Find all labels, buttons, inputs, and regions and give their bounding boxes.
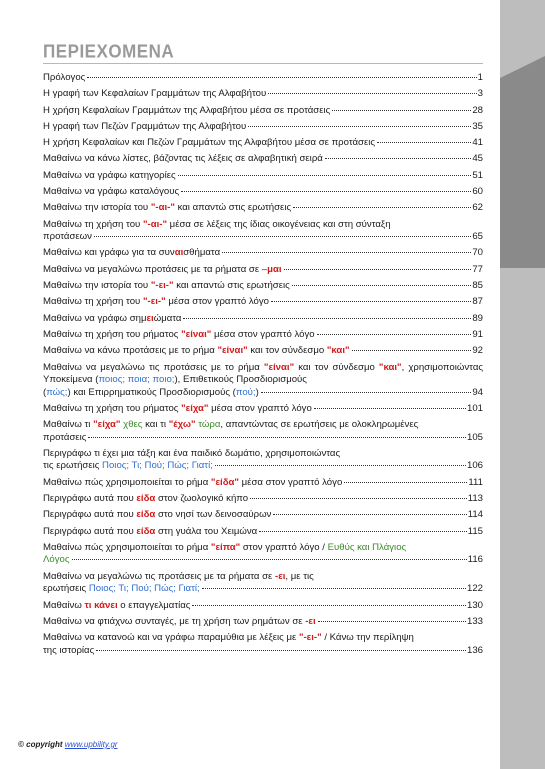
toc-text-segment: Μαθαίνω να κατανοώ και να γράφω παραμύθια με λέξεις με (43, 632, 299, 644)
toc-title (43, 313, 181, 326)
toc-page-number: 94 (472, 386, 483, 398)
toc-text-segment: Η γραφή των Κεφαλαίων Γραμμάτων της Αλφαβήτου (43, 88, 267, 100)
toc-text-segment: Πρόλογος (43, 72, 86, 83)
title-divider (43, 63, 483, 64)
toc-page-number: 113 (467, 493, 483, 505)
toc-title (43, 616, 316, 629)
toc-text-segment: Περιγράφω τι έχει μια τάξη και ένα παιδικό δωμάτιο, χρησιμοποιώντας (43, 447, 341, 459)
toc-entry[interactable] (43, 477, 483, 490)
toc-row (43, 329, 483, 342)
toc-text-segment: και απαντώ στις ερωτήσεις (174, 202, 292, 214)
toc-entry[interactable] (43, 403, 483, 416)
dot-leader (222, 252, 471, 253)
toc-text-segment: Μαθαίνω και γράφω για τα συν (43, 247, 175, 259)
dot-leader (352, 350, 472, 351)
toc-text-segment: στον ζωολογικό κήπο (155, 493, 249, 505)
toc-page-number: 70 (472, 247, 483, 259)
toc-page-number: 133 (466, 615, 483, 627)
toc-text-segment: προτάσεων (43, 231, 92, 243)
toc-row (43, 105, 483, 118)
toc-text-segment: Ευθύς και Πλάγιος (327, 541, 407, 553)
toc-title (43, 329, 315, 342)
toc-text-segment: χθες (123, 419, 143, 431)
toc-title (43, 296, 269, 309)
toc-title (43, 509, 271, 522)
toc-text-segment: Περιγράφω αυτά που (43, 525, 137, 537)
toc-page-number: 85 (472, 280, 483, 292)
toc-title-last-line (43, 554, 483, 567)
toc-page-number: 62 (472, 202, 483, 214)
toc-text-segment: "-αι-" (150, 202, 175, 214)
toc-title (43, 493, 248, 506)
toc-text-segment: Μαθαίνω να γράφω κατηγορίες (43, 169, 176, 181)
toc-title-last-line (43, 432, 483, 445)
toc-entry[interactable] (43, 509, 483, 522)
toc-text-segment: , χρησιμοποιώντας Υποκείμενα ( (43, 361, 483, 386)
toc-title-last-line (43, 460, 483, 473)
toc-text-segment: Μαθαίνω να γράφω σημ (43, 312, 147, 324)
toc-entry[interactable] (43, 247, 483, 260)
toc-text-segment: μαι (267, 263, 282, 275)
toc-entry[interactable] (43, 170, 483, 183)
toc-text-segment: είδα (136, 493, 156, 505)
dot-leader (314, 408, 466, 409)
dot-leader (178, 175, 472, 176)
toc-row (43, 403, 483, 416)
toc-page-number: 65 (472, 231, 483, 243)
toc-text-segment: "και" (378, 361, 402, 373)
toc-row (43, 477, 483, 490)
toc-page-number: 122 (466, 583, 483, 595)
dot-leader (192, 605, 466, 606)
toc-text-segment: Μαθαίνω να μεγαλώνω προτάσεις με τα ρήματα σε – (43, 263, 268, 275)
dot-leader (332, 110, 471, 111)
dot-leader (202, 588, 466, 589)
toc-row (43, 186, 483, 199)
toc-entry[interactable] (43, 493, 483, 506)
dot-leader (318, 621, 466, 622)
toc-text-segment: Μαθαίνω να μεγαλώνω τις προτάσεις με το ρήμα (43, 361, 264, 373)
toc-text-segment: Μαθαίνω να κάνω λίστες, βάζοντας τις λέξεις σε αλφαβητική σειρά (43, 153, 323, 165)
toc-row (43, 88, 483, 101)
toc-row (43, 280, 483, 293)
toc-text-segment: Μαθαίνω τη χρήση του ρήματος (43, 402, 182, 414)
toc-entry[interactable] (43, 313, 483, 326)
toc-title (43, 403, 312, 416)
toc-title (43, 448, 483, 461)
toc-title (43, 571, 483, 584)
toc-page-number: 60 (472, 186, 483, 198)
dot-leader (325, 158, 472, 159)
toc-page-number: 106 (466, 460, 483, 472)
toc-text-segment: αι (174, 247, 184, 259)
toc-text-segment: Μαθαίνω πώς χρησιμοποιείται το ρήμα (43, 541, 211, 553)
toc-row (43, 509, 483, 522)
toc-entry[interactable] (43, 137, 483, 150)
toc-text-segment: Ποιος; Τι; Πού; Πώς; Γιατί; (88, 583, 200, 595)
toc-text-segment: μέσα στον γραπτό λόγο (211, 328, 315, 340)
toc-title (43, 121, 246, 134)
toc-text-segment: "έχω" (168, 419, 196, 431)
toc-text-segment: Μαθαίνω τι (43, 419, 94, 431)
dot-leader (377, 142, 471, 143)
dot-leader (261, 392, 472, 393)
toc-text-segment: είδα (136, 525, 156, 537)
toc-entry[interactable] (43, 88, 483, 101)
toc-entry[interactable] (43, 219, 483, 244)
toc-text-segment: Μαθαίνω την ιστορία του (43, 202, 151, 214)
toc-row (43, 72, 483, 85)
toc-text-segment: Μαθαίνω να μεγαλώνω τις προτάσεις με τα ρήματα σε (43, 570, 275, 582)
dot-leader (271, 301, 471, 302)
toc-entry[interactable] (43, 542, 483, 567)
toc-entry[interactable] (43, 264, 483, 277)
toc-title (43, 88, 266, 101)
toc-title-tail (43, 645, 94, 658)
toc-entry[interactable] (43, 105, 483, 118)
toc-text-segment: "είχα" (93, 419, 121, 431)
toc-text-segment: τις ερωτήσεις (43, 460, 103, 472)
toc-text-segment: Μαθαίνω τη χρήση του (43, 218, 143, 230)
dot-leader (88, 437, 466, 438)
toc-text-segment: Περιγράφω αυτά που (43, 509, 137, 521)
toc-title (43, 105, 330, 118)
toc-text-segment: ) (255, 386, 259, 398)
toc-entry[interactable] (43, 571, 483, 596)
section-tab[interactable] (500, 78, 545, 268)
toc-entry[interactable] (43, 448, 483, 473)
toc-title (43, 247, 220, 260)
toc-title-tail (43, 460, 213, 473)
toc-row (43, 247, 483, 260)
toc-text-segment: "-ει-" (142, 296, 166, 308)
toc-text-segment: ει (146, 312, 154, 324)
toc-text-segment: , με τις (285, 570, 314, 582)
toc-entry[interactable] (43, 616, 483, 629)
toc-text-segment: "-ει-" (298, 632, 322, 644)
copyright-text: © copyright (18, 740, 63, 749)
toc-page-number: 1 (477, 72, 483, 83)
toc-title (43, 419, 483, 432)
toc-entry[interactable] (43, 632, 483, 657)
toc-title (43, 477, 342, 490)
toc-text-segment: Μαθαίνω (43, 599, 85, 611)
toc-row (43, 600, 483, 613)
toc-title (43, 345, 350, 358)
dot-leader (96, 650, 466, 651)
toc-row (43, 616, 483, 629)
toc-page-number: 116 (467, 554, 483, 566)
toc-text-segment: ερωτήσεις (43, 583, 89, 595)
toc-row (43, 153, 483, 166)
dot-leader (268, 93, 476, 94)
toc-text-segment: Ποιος; Τι; Πού; Πώς; Γιατί; (102, 460, 213, 472)
toc-title (43, 186, 179, 199)
toc-page-number: 35 (472, 120, 483, 132)
toc-row (43, 313, 483, 326)
toc-text-segment: τώρα (198, 419, 221, 431)
toc-text-segment: "και" (326, 345, 350, 357)
toc-title (43, 137, 375, 150)
toc-title-last-line (43, 645, 483, 658)
toc-text-segment: Περιγράφω αυτά που (43, 493, 137, 505)
footer (18, 740, 118, 749)
toc-text-segment: "είναι" (181, 328, 212, 340)
dot-leader (181, 191, 471, 192)
toc-page-number: 45 (472, 153, 483, 165)
dot-leader (250, 498, 467, 499)
toc-title (43, 362, 483, 387)
toc-text-segment: Μαθαίνω τη χρήση του ρήματος (43, 328, 182, 340)
toc-text-segment: "είναι" (217, 345, 248, 357)
toc-row (43, 296, 483, 309)
toc-title (43, 264, 282, 277)
toc-text-segment: "είχα" (181, 402, 209, 414)
toc-text-segment: / Κάνω την περίληψη (321, 632, 414, 644)
toc-text-segment: και τον σύνδεσμο (294, 361, 379, 373)
toc-entry[interactable] (43, 72, 483, 85)
toc-text-segment: ώματα (153, 312, 182, 324)
toc-text-segment: Μαθαίνω να φτιάχνω συνταγές, με τη χρήση των ρημάτων σε (43, 615, 306, 627)
toc-title-last-line (43, 387, 483, 400)
toc-entry[interactable] (43, 362, 483, 400)
toc-title (43, 219, 483, 232)
toc-page-number: 105 (466, 431, 483, 443)
toc-text-segment: μέσα στον γραπτό λόγο (208, 402, 312, 414)
toc-page-number: 130 (466, 599, 483, 611)
toc-title (43, 526, 257, 539)
toc-text-segment: και απαντώ στις ερωτήσεις (173, 280, 290, 292)
toc-text-segment: στο νησί των δεινοσαύρων (155, 509, 272, 521)
toc-text-segment: στη γυάλα του Χειμώνα (155, 525, 258, 537)
toc-text-segment: ποιος; ποια; ποιο; (98, 374, 175, 386)
dot-leader (248, 126, 471, 127)
toc-entry[interactable] (43, 280, 483, 293)
toc-row (43, 493, 483, 506)
toc-text-segment: Μαθαίνω πώς χρησιμοποιείται το ρήμα (43, 476, 211, 488)
toc-title-last-line (43, 231, 483, 244)
toc-row (43, 137, 483, 150)
toc-title-tail (43, 583, 200, 596)
dot-leader (87, 77, 476, 78)
toc-text-segment: ( (43, 386, 47, 398)
toc-row (43, 264, 483, 277)
toc-entry[interactable] (43, 600, 483, 613)
toc-page-number: 3 (477, 88, 483, 100)
toc-text-segment: ) και Επιρρηματικούς Προσδιορισμούς ( (67, 386, 236, 398)
toc-entry[interactable] (43, 121, 483, 134)
toc-page-number: 111 (468, 476, 483, 488)
toc-page-number: 28 (472, 104, 483, 116)
toc-text-segment: πώς; (46, 386, 68, 398)
toc-text-segment: Η χρήση Κεφαλαίων και Πεζών Γραμμάτων της Αλφαβήτου μέσα σε προτάσεις (43, 137, 375, 149)
toc-text-segment: τι κάνει (84, 599, 118, 611)
toc-entry[interactable] (43, 526, 483, 539)
toc-page-number: 91 (472, 328, 483, 340)
toc-entry[interactable] (43, 153, 483, 166)
toc-text-segment: είδα (136, 509, 156, 521)
toc-text-segment: -ει (305, 615, 316, 627)
toc-page-number: 92 (472, 345, 483, 357)
toc-page-number: 77 (472, 263, 483, 275)
toc-entry[interactable] (43, 202, 483, 215)
toc-text-segment: -ει (275, 570, 286, 582)
toc-text-segment: Μαθαίνω να γράφω καταλόγους (43, 186, 180, 198)
toc-text-segment: Η χρήση Κεφαλαίων Γραμμάτων της Αλφαβήτου μέσα σε προτάσεις (43, 104, 331, 116)
website-link[interactable]: www.upbility.gr (64, 740, 118, 749)
dot-leader (317, 334, 472, 335)
toc-text-segment: Μαθαίνω τη χρήση του (43, 296, 143, 308)
toc-entry[interactable] (43, 419, 483, 444)
toc-text-segment: "είναι" (263, 361, 295, 373)
toc-row (43, 170, 483, 183)
dot-leader (293, 207, 471, 208)
toc-row (43, 202, 483, 215)
toc-title (43, 153, 323, 166)
toc-page-number: 87 (472, 296, 483, 308)
toc-text-segment: μέσα στον γραπτό λόγο (165, 296, 269, 308)
toc-text-segment: και τι (142, 419, 169, 431)
toc-title (43, 280, 290, 293)
toc-entry[interactable] (43, 345, 483, 358)
toc-row (43, 526, 483, 539)
toc-text-segment: σθήματα (183, 247, 221, 259)
toc-title (43, 202, 291, 215)
toc-text-segment: "-ει-" (150, 280, 174, 292)
toc-text-segment: Μαθαίνω την ιστορία του (43, 280, 151, 292)
toc-text-segment: και τον σύνδεσμο (247, 345, 327, 357)
toc-row (43, 345, 483, 358)
toc-title-tail (43, 432, 86, 445)
toc-text-segment: πού; (235, 386, 256, 398)
toc-entry[interactable] (43, 329, 483, 342)
toc-text-segment: της ιστορίας (43, 644, 95, 656)
toc-page-number: 136 (466, 644, 483, 656)
toc-entry[interactable] (43, 186, 483, 199)
toc-entry[interactable] (43, 296, 483, 309)
dot-leader (183, 318, 471, 319)
toc-page-number: 89 (472, 312, 483, 324)
dot-leader (273, 514, 466, 515)
toc-text-segment: "είπα" (210, 541, 241, 553)
toc-page-number: 114 (467, 509, 483, 521)
toc-title-tail (43, 554, 70, 567)
toc-page-number: 101 (466, 402, 483, 414)
toc-title (43, 170, 176, 183)
toc-page-number: 115 (467, 525, 483, 537)
dot-leader (284, 269, 472, 270)
toc-title (43, 600, 190, 613)
dot-leader (215, 465, 466, 466)
toc-title (43, 542, 483, 555)
dot-leader (292, 285, 472, 286)
toc-title (43, 632, 483, 645)
toc-text-segment: "είδα" (210, 476, 239, 488)
dot-leader (344, 482, 467, 483)
toc-title-tail (43, 387, 259, 400)
toc-text-segment: προτάσεις (43, 431, 87, 443)
dot-leader (72, 559, 467, 560)
table-of-contents (43, 72, 483, 661)
toc-text-segment: μέσα σε λέξεις της ίδιας οικογένειας και στη σύνταξη (167, 218, 391, 230)
toc-text-segment: Λόγος (43, 554, 70, 566)
toc-text-segment: ο επαγγελματίας (117, 599, 191, 611)
toc-text-segment: , απαντώντας σε ερωτήσεις με ολοκληρωμένες (220, 419, 419, 431)
dot-leader (94, 236, 471, 237)
toc-title (43, 72, 85, 85)
dot-leader (259, 531, 466, 532)
toc-text-segment: Η γραφή των Πεζών Γραμμάτων της Αλφαβήτου (43, 120, 247, 132)
toc-text-segment: μέσα στον γραπτό λόγο (238, 476, 343, 488)
toc-text-segment: στον γραπτό λόγο / (240, 541, 328, 553)
toc-title-tail (43, 231, 92, 244)
toc-text-segment: Μαθαίνω να κάνω προτάσεις με το ρήμα (43, 345, 218, 357)
section-tab-label: Περιεχόμενα (13, 126, 31, 220)
toc-title-last-line (43, 583, 483, 596)
toc-text-segment: ), Επιθετικούς Προσδιορισμούς (174, 374, 307, 386)
toc-page-number: 41 (472, 137, 483, 149)
page-title: ΠΕΡΙΕΧΟΜΕΝΑ (43, 41, 175, 62)
toc-row (43, 121, 483, 134)
toc-page-number: 51 (472, 169, 483, 181)
toc-text-segment: "-αι-" (142, 218, 168, 230)
